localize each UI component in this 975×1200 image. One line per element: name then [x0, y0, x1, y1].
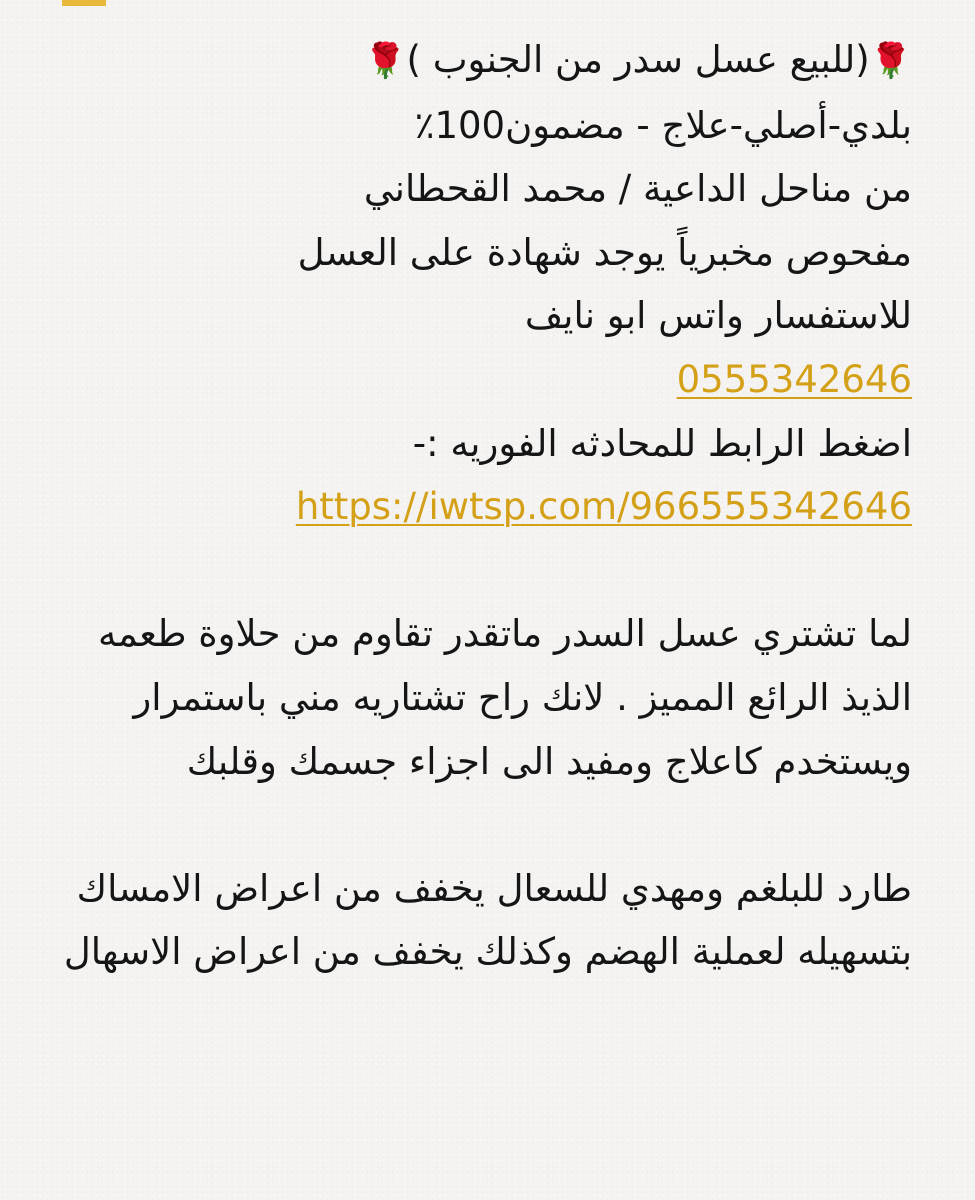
rose-icon: 🌹: [869, 41, 912, 81]
spacer: [40, 793, 912, 857]
whatsapp-link[interactable]: https://iwtsp.com/966555342646: [295, 485, 912, 529]
note-paragraph-benefits: طارد للبلغم ومهدي للسعال يخفف من اعراض الامساك بتسهيله لعملية الهضم وكذلك يخفف من اعراض الاسهال: [63, 866, 912, 974]
note-title-line: [40, 28, 912, 94]
note-paragraph-taste: لما تشتري عسل السدر ماتقدر تقاوم من حلاوة طعمه الذيذ الرائع المميز . لانك راح تشتاريه مني باستمرار ويستخدم كاعلاج ومفيد الى اجزاء جسمك وقلبك: [98, 612, 912, 783]
whatsapp-line: [40, 475, 912, 539]
note-line-quality: بلدي-أصلي-علاج - مضمون100٪: [414, 103, 912, 147]
note-line-contact: للاستفسار واتس ابو نايف: [524, 294, 912, 338]
phone-line: [40, 348, 912, 412]
phone-number-link[interactable]: 0555342646: [676, 357, 912, 401]
note-line-lab-tested: مفحوص مخبرياً يوجد شهادة على العسل: [297, 230, 912, 274]
rose-icon: 🌹: [364, 41, 407, 81]
note-line-source: من مناحل الداعية / محمد القحطاني: [363, 167, 912, 211]
top-highlight-marker: [62, 0, 106, 6]
note-line-click-link: اضغط الرابط للمحادثه الفوريه :-: [412, 421, 912, 465]
note-body: [40, 28, 912, 984]
spacer: [40, 539, 912, 603]
note-title: (للبيع عسل سدر من الجنوب ): [406, 38, 870, 81]
